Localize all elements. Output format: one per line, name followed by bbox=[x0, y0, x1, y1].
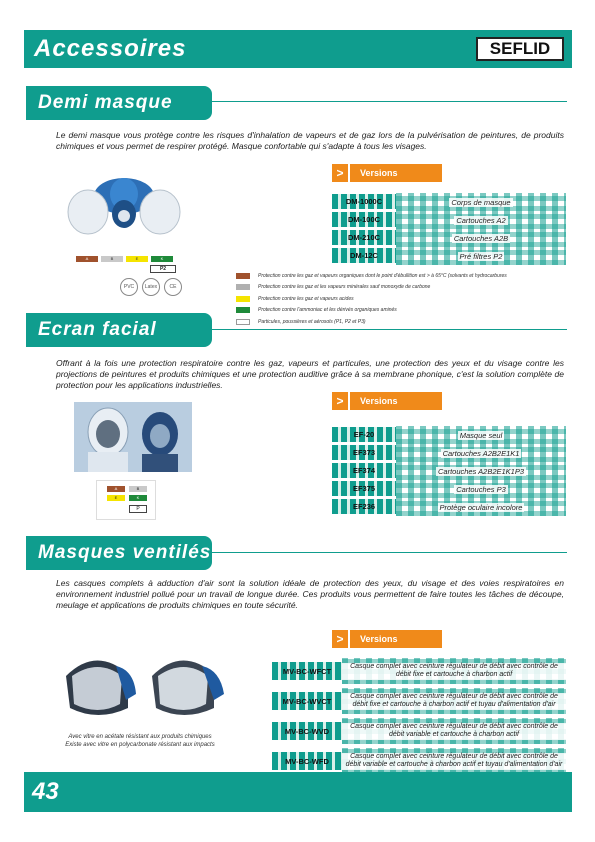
version-code: EF374 bbox=[332, 463, 396, 478]
chevron-right-icon: > bbox=[332, 630, 348, 648]
section-title-label: Demi masque bbox=[38, 92, 173, 113]
section-title-masques-ventiles bbox=[26, 536, 212, 570]
version-code: EF373 bbox=[332, 445, 396, 460]
version-code: DM-210C bbox=[332, 230, 396, 245]
version-code: MV-BC-WFCT bbox=[272, 662, 342, 680]
image-caption: Existe avec vitre en polycarbonate résistant aux impacts bbox=[65, 742, 215, 748]
version-code: DM-100C bbox=[332, 212, 396, 227]
table-row bbox=[332, 193, 566, 211]
page-title: Accessoires bbox=[34, 35, 187, 62]
half-mask-image bbox=[64, 172, 184, 244]
latex-badge-icon: Latex bbox=[142, 278, 160, 296]
version-code: EF-20 bbox=[332, 427, 396, 442]
page-footer bbox=[24, 772, 572, 812]
chevron-right-icon: > bbox=[332, 164, 348, 182]
section-divider bbox=[212, 552, 567, 553]
version-code: DM-12C bbox=[332, 248, 396, 263]
version-description: Cartouches A2B2E1K1 bbox=[396, 444, 566, 462]
section-divider bbox=[212, 101, 567, 102]
version-code: MV-BC-WVCT bbox=[272, 692, 342, 710]
version-description: Cartouches A2B2E1K1P3 bbox=[396, 462, 566, 480]
face-shield-photo bbox=[74, 402, 192, 472]
section-title-demi-masque bbox=[26, 86, 212, 120]
legend-text: Protection contre les gaz et vapeurs organiques dont le point d'ébullition est > à 65°C (solvants et hydrocarbures bbox=[258, 272, 507, 279]
legend-item bbox=[236, 305, 566, 317]
version-description: Cartouches A2B bbox=[396, 229, 566, 247]
table-row bbox=[332, 247, 566, 265]
version-description: Cartouches A2 bbox=[396, 211, 566, 229]
table-row bbox=[332, 462, 566, 480]
filter-class-strip bbox=[76, 256, 173, 262]
filter-p-chip: P2 bbox=[150, 265, 176, 273]
table-row bbox=[332, 498, 566, 516]
legend-text: Particules, poussières et aérosols (P1, P2 et P3) bbox=[258, 318, 366, 325]
version-description: Protège oculaire incolore bbox=[396, 498, 566, 516]
page-number: 43 bbox=[32, 778, 59, 805]
filter-chip-b: B bbox=[101, 256, 123, 262]
version-description: Casque complet avec ceinture régulateur de débit avec contrôle de débit variable et cartouche à charbon actif et tuyau d'alimentation d'air bbox=[342, 748, 566, 774]
legend-swatch bbox=[236, 273, 250, 279]
pvc-badge-icon: PVC bbox=[120, 278, 138, 296]
versions-table-masques bbox=[272, 658, 566, 778]
image-caption: Avec vitre en acétate résistant aux produits chimiques bbox=[68, 734, 212, 740]
legend-text: Protection contre l'ammoniac et les dérivés organiques aminés bbox=[258, 307, 397, 314]
versions-table-ecran bbox=[332, 426, 566, 516]
table-row bbox=[272, 718, 566, 744]
table-row bbox=[272, 688, 566, 714]
legend-swatch bbox=[236, 307, 250, 313]
legend-swatch bbox=[236, 296, 250, 302]
filter-chip-a: A bbox=[76, 256, 98, 262]
versions-label: Versions bbox=[350, 164, 442, 182]
table-row bbox=[332, 480, 566, 498]
version-code: DM-1000C bbox=[332, 194, 396, 209]
legend-text: Protection contre les gaz et vapeurs acides bbox=[258, 295, 354, 302]
filter-p-chip: P bbox=[129, 505, 147, 513]
ventilated-helmets-image bbox=[56, 646, 226, 724]
section-title-label: Ecran facial bbox=[38, 319, 157, 340]
version-description: Casque complet avec ceinture régulateur de débit avec contrôle de débit fixe et cartouche à charbon actif et tuyau d'alimentation d'air bbox=[342, 688, 566, 714]
table-row bbox=[332, 444, 566, 462]
legend-item bbox=[236, 293, 566, 305]
versions-table-demi bbox=[332, 193, 566, 265]
page-header bbox=[24, 30, 572, 68]
section-description: Les casques complets à adduction d'air sont la solution idéale de protection des yeux, du visage et des voies respiratoires en environnement industriel pollué pour un travail de longue durée. Ces produits vous permettent de faire toutes les tâches de découpe, meulage et applications de produits chimiques en toute sécurité. bbox=[56, 578, 564, 610]
section-description: Offrant à la fois une protection respiratoire contre les gaz, vapeurs et particules, une protection des yeux et du visage contre les projections de peintures et produits chimiques et une protection auditive grâce à sa membrane phonique, c'est la solution complète de protection pour les applications industrielles. bbox=[56, 358, 564, 390]
filter-chip-e: E bbox=[126, 256, 148, 262]
table-row bbox=[332, 426, 566, 444]
table-row bbox=[272, 658, 566, 684]
versions-label: Versions bbox=[350, 630, 442, 648]
legend-swatch bbox=[236, 319, 250, 325]
version-description: Masque seul bbox=[396, 426, 566, 444]
version-description: Pré filtres P2 bbox=[396, 247, 566, 265]
filter-chip-k: K bbox=[129, 495, 147, 501]
filter-chip-e: E bbox=[107, 495, 125, 501]
version-description: Casque complet avec ceinture régulateur de débit avec contrôle de débit fixe et cartouche à charbon actif bbox=[342, 658, 566, 684]
legend-item bbox=[236, 270, 566, 282]
table-row bbox=[332, 229, 566, 247]
versions-label: Versions bbox=[350, 392, 442, 410]
filter-chip-b: B bbox=[129, 486, 147, 492]
section-title-label: Masques ventilés bbox=[38, 542, 212, 563]
filter-legend bbox=[236, 270, 566, 328]
legend-text: Protection contre les gaz et les vapeurs minérales sauf monoxyde de carbone bbox=[258, 284, 431, 291]
ce-badge-icon: CE bbox=[164, 278, 182, 296]
version-code: EF375 bbox=[332, 481, 396, 496]
version-description: Casque complet avec ceinture régulateur de débit avec contrôle de débit variable et cartouche à charbon actif bbox=[342, 718, 566, 744]
certification-badges bbox=[120, 278, 182, 296]
version-code: MV-BC-WFD bbox=[272, 752, 342, 770]
filter-chip-k: K bbox=[151, 256, 173, 262]
legend-item bbox=[236, 316, 566, 328]
version-code: MV-BC-WVD bbox=[272, 722, 342, 740]
filter-chip-a: A bbox=[107, 486, 125, 492]
filter-class-grid bbox=[96, 480, 156, 520]
top-margin bbox=[0, 0, 595, 24]
section-divider bbox=[212, 329, 567, 330]
version-description: Corps de masque bbox=[396, 193, 566, 211]
section-description: Le demi masque vous protège contre les risques d'inhalation de vapeurs et de gaz lors de la pulvérisation de peintures, de produits chimiques et vous permet de respirer protégé. Masque confortable qui s'adapte à tous les visages. bbox=[56, 130, 564, 151]
table-row bbox=[272, 748, 566, 774]
table-row bbox=[332, 211, 566, 229]
section-title-ecran-facial bbox=[26, 313, 212, 347]
version-description: Cartouches P3 bbox=[396, 480, 566, 498]
brand-logo: SEFLID bbox=[476, 37, 564, 61]
legend-item bbox=[236, 282, 566, 294]
version-code: EF236 bbox=[332, 499, 396, 514]
legend-swatch bbox=[236, 284, 250, 290]
chevron-right-icon: > bbox=[332, 392, 348, 410]
